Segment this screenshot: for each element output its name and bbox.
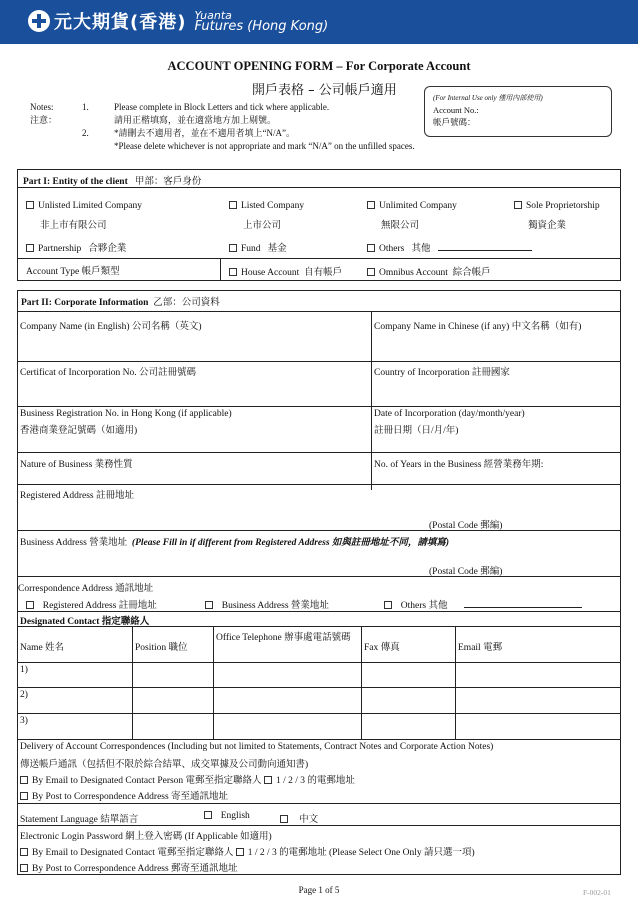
col-position: Position 職位 [135, 643, 188, 653]
statement-language-label: Statement Language 結單語言 [20, 815, 139, 825]
company-logo [28, 8, 328, 34]
logo-chinese: 元大期貨(香港) [54, 12, 187, 33]
corr-others-checkbox[interactable] [384, 601, 392, 609]
contact-row-2[interactable]: 2) [20, 690, 28, 700]
col-fax: Fax 傳真 [364, 643, 400, 653]
sole-checkbox[interactable] [514, 201, 522, 209]
unlimited-option[interactable]: Unlimited Company [367, 201, 457, 211]
form-code: F-002-01 [583, 888, 611, 897]
lang-chinese-option[interactable]: 中文 [280, 811, 318, 825]
delivery-contact-1-checkbox[interactable] [264, 776, 272, 784]
others-option[interactable]: Others 其他 [367, 240, 532, 254]
company-name-cn-field[interactable]: Company Name in Chinese (if any) 中文名稱（如有) [374, 322, 582, 332]
part1-section: Part I: Entity of the client 甲部：客戶身份 Unlisted Limited Company 非上市有限公司 Listed Company 上市公司 Unlimited Company 無限公司 Sole Proprietorship 獨資企業 Partnership 合夥企業 Fund 基金 Others 其他 Account Type 帳戶類型 House Account 自有帳戶 Omnibus Account 綜合帳戶 [17, 169, 621, 281]
col-name: Name 姓名 [20, 643, 65, 653]
unlisted-checkbox[interactable] [26, 201, 34, 209]
login-post-option[interactable]: By Post to Correspondence Address 郵寄至通訊地址 [20, 860, 238, 874]
country-field[interactable]: Country of Incorporation 註冊國家 [374, 368, 510, 378]
lang-english-option[interactable]: English [204, 811, 250, 821]
delivery-title: Delivery of Account Correspondences (Including but not limited to Statements, Contract Notes and Corporate Action Notes) [20, 742, 494, 752]
part1-title: Part I: Entity of the client 甲部：客戶身份 [23, 177, 202, 187]
part2-title: Part II: Corporate Information 乙部：公司資料 [21, 298, 220, 308]
correspondence-address-label: Correspondence Address 通訊地址 [18, 584, 154, 594]
part2-section: Part II: Corporate Information 乙部：公司資料 Company Name (in English) 公司名稱（英文) Company Name in Chinese (if any) 中文名稱（如有) Certificat of Incorporation No. 公司註冊號碼 Country of Incorporation 註冊國家 Business Registration No. in Hong Kong (if applicable) 香港商業登記號碼（如適用) Date of Incorporation (day/month/year) 註冊日期（日/月/年) Nature of Business 業務性質 No. of Years in the Business 經營業務年期: Registered Address 註冊地址 (Postal Code 郵編) Business Address 營業地址 (Please Fill in if different from Registered Address 如與註冊地址不同，請填寫) (Postal Code 郵編) Correspondence Address 通訊地址 Registered Address 註冊地址 Business Address 營業地址 Others 其他 Designated Contact 指定聯絡人 Name 姓名 Position 職位 Office Telephone 辦事處電話號碼 Fax 傳真 Email 電郵 1) 2) 3) Delivery of Account Correspondences (Including but not limited to Statements, Contract Notes and Corporate Action Notes) 傳送帳戶通訊（包括但不限於綜合結單、成交單據及公司動向通知書) By Email to Designated Contact Person 電郵至指定聯絡人 1 / 2 / 3 的電郵地址 By Post to Correspondence Address 寄至通訊地址 Statement Language 結單語言 English 中文 Electronic Login Password 網上登入密碼 (If Applicable 如適用) By Email to Designated Contact 電郵至指定聯絡人 1 / 2 / 3 的電郵地址 (Please Select One Only 請只選一項) By Post to Correspondence Address 郵寄至通訊地址 [17, 290, 621, 875]
business-address-field[interactable]: Business Address 營業地址 (Please Fill in if different from Registered Address 如與註冊地址不同，請填寫) [20, 538, 450, 548]
login-contact-1-checkbox[interactable] [236, 848, 244, 856]
fund-option[interactable]: Fund 基金 [229, 240, 287, 254]
br-no-field[interactable]: Business Registration No. in Hong Kong (if applicable) 香港商業登記號碼（如適用) [20, 409, 232, 436]
login-post-checkbox[interactable] [20, 864, 28, 872]
internal-use-box: (For Internal Use only 僅用內部使用) Account No.: 帳戶號碼： [424, 86, 612, 137]
delivery-post-checkbox[interactable] [20, 792, 28, 800]
incorp-date-field[interactable]: Date of Incorporation (day/month/year) 註冊日期（日/月/年) [374, 409, 525, 436]
logo-english: Yuanta Futures (Hong Kong) [194, 9, 329, 34]
login-email-checkbox[interactable] [20, 848, 28, 856]
house-account-option[interactable]: House Account 自有帳戶 [229, 264, 342, 278]
lang-chinese-checkbox[interactable] [280, 815, 288, 823]
partnership-option[interactable]: Partnership 合夥企業 [26, 240, 126, 254]
contact-row-1[interactable]: 1) [20, 665, 28, 675]
login-email-option[interactable]: By Email to Designated Contact 電郵至指定聯絡人 1 / 2 / 3 的電郵地址 (Please Select One Only 請只選一項) [20, 844, 475, 858]
corr-business-option[interactable]: Business Address 營業地址 [205, 597, 329, 611]
lang-english-checkbox[interactable] [204, 811, 212, 819]
elogin-title: Electronic Login Password 網上登入密碼 (If Applicable 如適用) [20, 832, 272, 842]
unlisted-option[interactable]: Unlisted Limited Company [26, 201, 142, 211]
form-title: ACCOUNT OPENING FORM – For Corporate Account [167, 59, 471, 73]
sole-option[interactable]: Sole Proprietorship [514, 201, 600, 211]
listed-checkbox[interactable] [229, 201, 237, 209]
designated-contact-title: Designated Contact 指定聯絡人 [20, 617, 150, 627]
fund-checkbox[interactable] [229, 244, 237, 252]
delivery-email-option[interactable]: By Email to Designated Contact Person 電郵至指定聯絡人 1 / 2 / 3 的電郵地址 [20, 772, 355, 786]
header-bar [0, 0, 638, 44]
corr-business-checkbox[interactable] [205, 601, 213, 609]
nature-field[interactable]: Nature of Business 業務性質 [20, 460, 133, 470]
house-checkbox[interactable] [229, 268, 237, 276]
corr-others-option[interactable]: Others 其他 [384, 597, 582, 611]
col-email: Email 電郵 [458, 643, 503, 653]
corr-registered-checkbox[interactable] [26, 601, 34, 609]
corr-registered-option[interactable]: Registered Address 註冊地址 [26, 597, 157, 611]
col-phone: Office Telephone 辦事處電話號碼 [216, 633, 351, 643]
contact-row-3[interactable]: 3) [20, 716, 28, 726]
company-name-en-field[interactable]: Company Name (in English) 公司名稱（英文) [20, 322, 202, 332]
form-title-chinese: 開戶表格 – 公司帳戶適用 [252, 83, 397, 98]
notes: Notes: 1. Please complete in Block Letters and tick where applicable. 注意： 請用正楷填寫，並在適當地方加上剔號。 2. *請刪去不適用者，並在不適用者填上“N/A”。 *Please delete whichever is not appropriate and mark “N/A” on the unfilled spaces. [30, 102, 415, 151]
listed-option[interactable]: Listed Company [229, 201, 304, 211]
account-type-label: Account Type 帳戶類型 [26, 267, 120, 277]
others-input[interactable] [438, 250, 532, 251]
years-field[interactable]: No. of Years in the Business 經營業務年期: [374, 460, 544, 470]
page-number: Page 1 of 5 [298, 885, 340, 895]
omnibus-checkbox[interactable] [367, 268, 375, 276]
delivery-email-checkbox[interactable] [20, 776, 28, 784]
corr-others-input[interactable] [464, 607, 582, 608]
others-checkbox[interactable] [367, 244, 375, 252]
cert-no-field[interactable]: Certificat of Incorporation No. 公司註冊號碼 [20, 368, 196, 378]
omnibus-account-option[interactable]: Omnibus Account 綜合帳戶 [367, 264, 491, 278]
delivery-post-option[interactable]: By Post to Correspondence Address 寄至通訊地址 [20, 788, 228, 802]
unlimited-checkbox[interactable] [367, 201, 375, 209]
delivery-title-cn: 傳送帳戶通訊（包括但不限於綜合結單、成交單據及公司動向通知書) [20, 760, 309, 770]
registered-address-field[interactable]: Registered Address 註冊地址 [20, 491, 134, 501]
logo-mark-icon [28, 10, 50, 32]
partnership-checkbox[interactable] [26, 244, 34, 252]
